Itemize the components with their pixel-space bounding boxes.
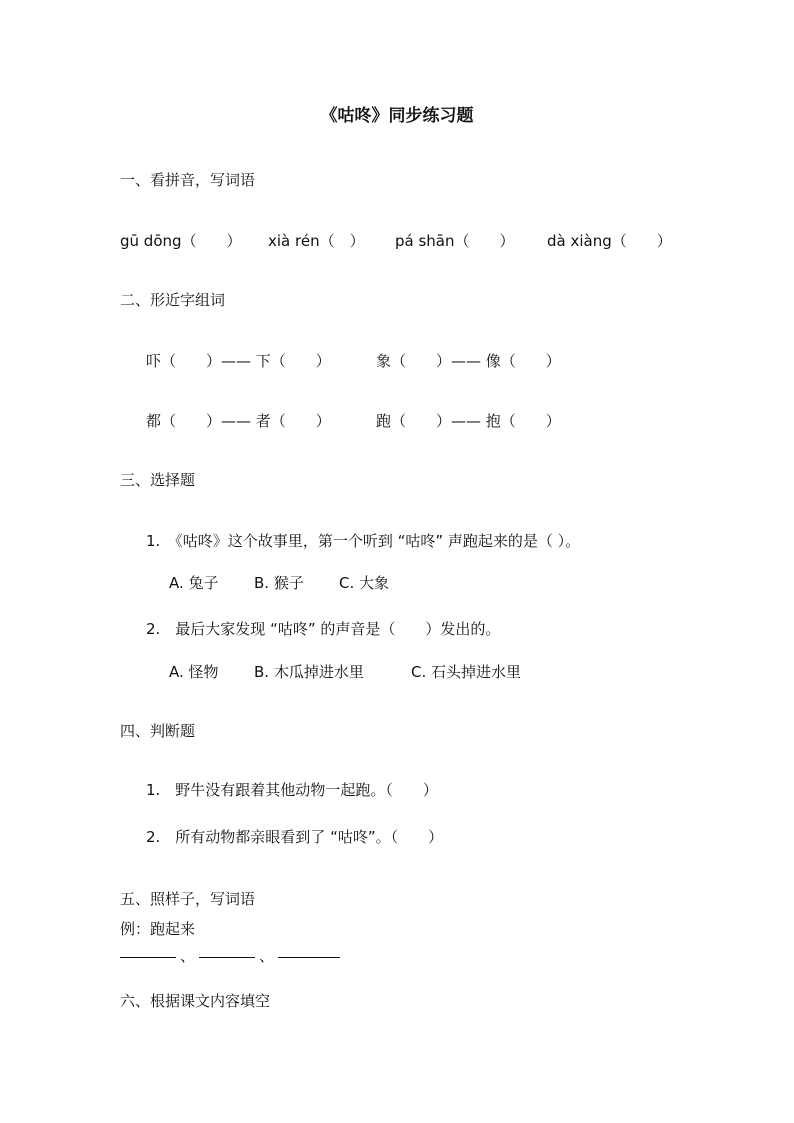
blank-lines xyxy=(120,946,340,966)
section-4-heading: 四、判断题 xyxy=(120,722,196,740)
char-pair-row1-right: 象（ ）—— 像（ ） xyxy=(376,352,561,370)
char-pair-row2-right: 跑（ ）—— 抱（ ） xyxy=(376,412,561,430)
blank-line-1[interactable] xyxy=(120,956,176,958)
pinyin-item-2: xià rén（ ） xyxy=(268,232,365,250)
pinyin-item-3: pá shān（ ） xyxy=(395,232,515,250)
separator-2: 、 xyxy=(259,947,275,965)
q1-option-c: C. 大象 xyxy=(339,574,390,592)
blank-line-3[interactable] xyxy=(278,956,340,958)
section-2-heading: 二、形近字组词 xyxy=(120,291,226,309)
page-title: 《咕咚》同步练习题 xyxy=(320,106,474,126)
q1-option-a: A. 兔子 xyxy=(169,574,219,592)
judge-question-1: 1. 野牛没有跟着其他动物一起跑。（ ） xyxy=(146,781,438,799)
pinyin-item-1: gū dōng（ ） xyxy=(120,232,242,250)
choice-question-2: 2. 最后大家发现 “咕咚” 的声音是（ ）发出的。 xyxy=(146,620,501,638)
judge-question-2: 2. 所有动物都亲眼看到了 “咕咚”。（ ） xyxy=(146,828,444,846)
char-pair-row2-left: 都（ ）—— 者（ ） xyxy=(146,412,331,430)
example-text: 例：跑起来 xyxy=(120,920,196,938)
choice-question-1: 1. 《咕咚》这个故事里，第一个听到 “咕咚” 声跑起来的是（ ）。 xyxy=(146,532,581,550)
q2-option-c: C. 石头掉进水里 xyxy=(411,663,522,681)
section-5-heading: 五、照样子，写词语 xyxy=(120,890,256,908)
q2-option-b: B. 木瓜掉进水里 xyxy=(254,663,364,681)
section-6-heading: 六、根据课文内容填空 xyxy=(120,992,271,1010)
section-1-heading: 一、看拼音，写词语 xyxy=(120,171,256,189)
blank-line-2[interactable] xyxy=(199,956,255,958)
char-pair-row1-left: 吓（ ）—— 下（ ） xyxy=(146,352,331,370)
pinyin-item-4: dà xiàng（ ） xyxy=(547,232,672,250)
section-3-heading: 三、选择题 xyxy=(120,471,196,489)
q2-option-a: A. 怪物 xyxy=(169,663,219,681)
q1-option-b: B. 猴子 xyxy=(254,574,304,592)
separator-1: 、 xyxy=(180,947,196,965)
